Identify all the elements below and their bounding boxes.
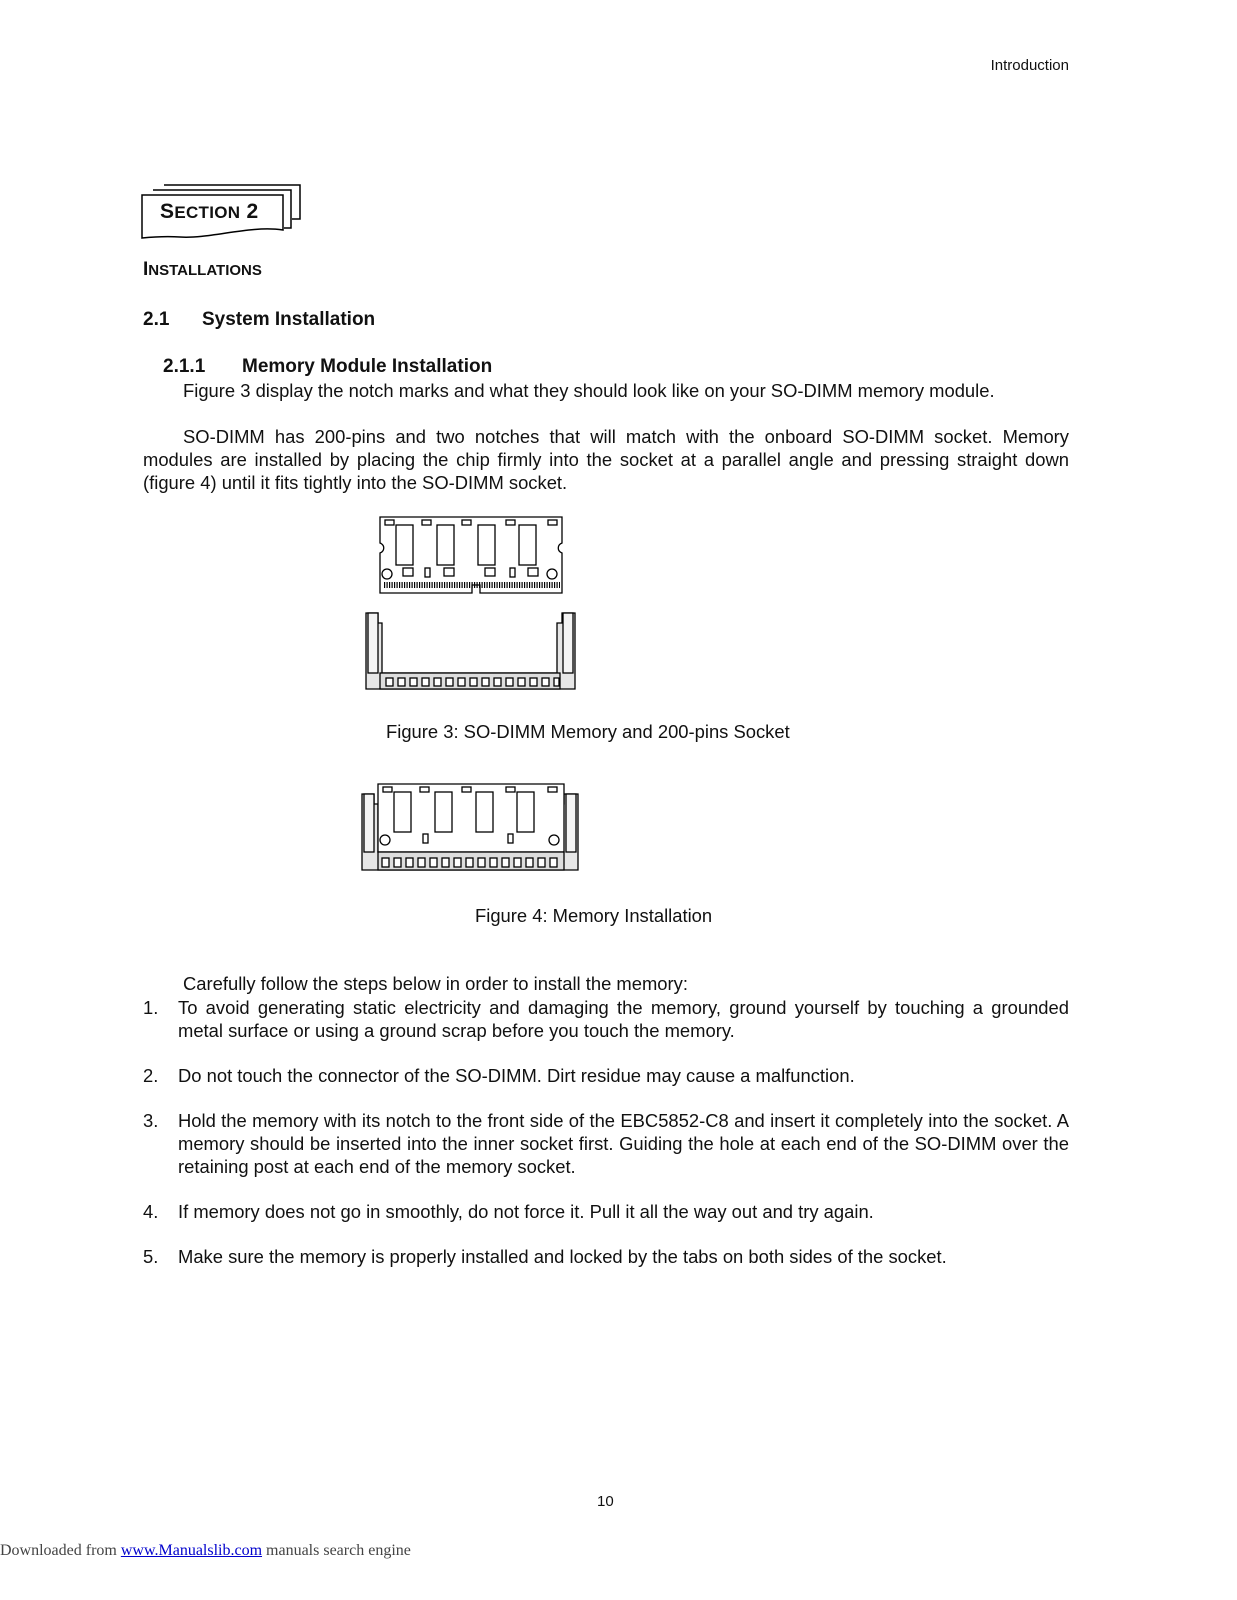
running-header: Introduction (990, 57, 1069, 74)
subsection-heading: 2.1 System Installation (143, 309, 376, 330)
list-item: 5. Make sure the memory is properly installed and locked by the tabs on both sides of the socket. (143, 1246, 947, 1267)
list-item: 3. Hold the memory with its notch to the front side of the EBC5852-C8 and insert it completely into the socket. A memory should be inserted into the inner socket first. Guiding the hole at each end of the SO-DIMM over the retaining post at each end of the memory socket. (143, 1110, 1069, 1177)
paragraph-sodimm: SO-DIMM has 200-pins and two notches that will match with the onboard SO-DIMM socket. Memory modules are installed by placing the chip firmly into the socket at a parallel angle and pressing straight down (figure 4) until it fits tightly into the SO-DIMM socket. (143, 426, 1069, 493)
manualslib-link[interactable]: www.Manualslib.com (120, 1542, 263, 1559)
paragraph-figure-intro: Figure 3 display the notch marks and what they should look like on your SO-DIMM memory module. (183, 380, 995, 401)
memory-installation-figure (358, 780, 586, 875)
download-footer: Downloaded from www.Manualslib.com manuals search engine (0, 1542, 411, 1559)
subsubsection-heading: 2.1.1 Memory Module Installation (163, 356, 493, 377)
section-title: SECTION 2 (160, 200, 259, 223)
figure-3-caption: Figure 3: SO-DIMM Memory and 200-pins Socket (386, 721, 790, 742)
steps-intro: Carefully follow the steps below in order to install the memory: (183, 973, 688, 994)
section-badge (140, 183, 310, 245)
list-item: 2. Do not touch the connector of the SO-DIMM. Dirt residue may cause a malfunction. (143, 1065, 855, 1086)
figure-4-caption: Figure 4: Memory Installation (475, 905, 713, 926)
installation-steps-list (143, 996, 1069, 1290)
page-number: 10 (597, 1493, 614, 1510)
sodimm-module-and-socket-figure (360, 513, 585, 695)
chapter-heading: INSTALLATIONS (143, 259, 262, 280)
list-item: 4. If memory does not go in smoothly, do not force it. Pull it all the way out and try again. (143, 1201, 874, 1222)
sodimm-module (380, 517, 562, 593)
sodimm-socket (366, 613, 575, 689)
list-item: 1. To avoid generating static electricity and damaging the memory, ground yourself by touching a grounded metal surface or using a ground scrap before you touch the memory. (143, 997, 1069, 1041)
